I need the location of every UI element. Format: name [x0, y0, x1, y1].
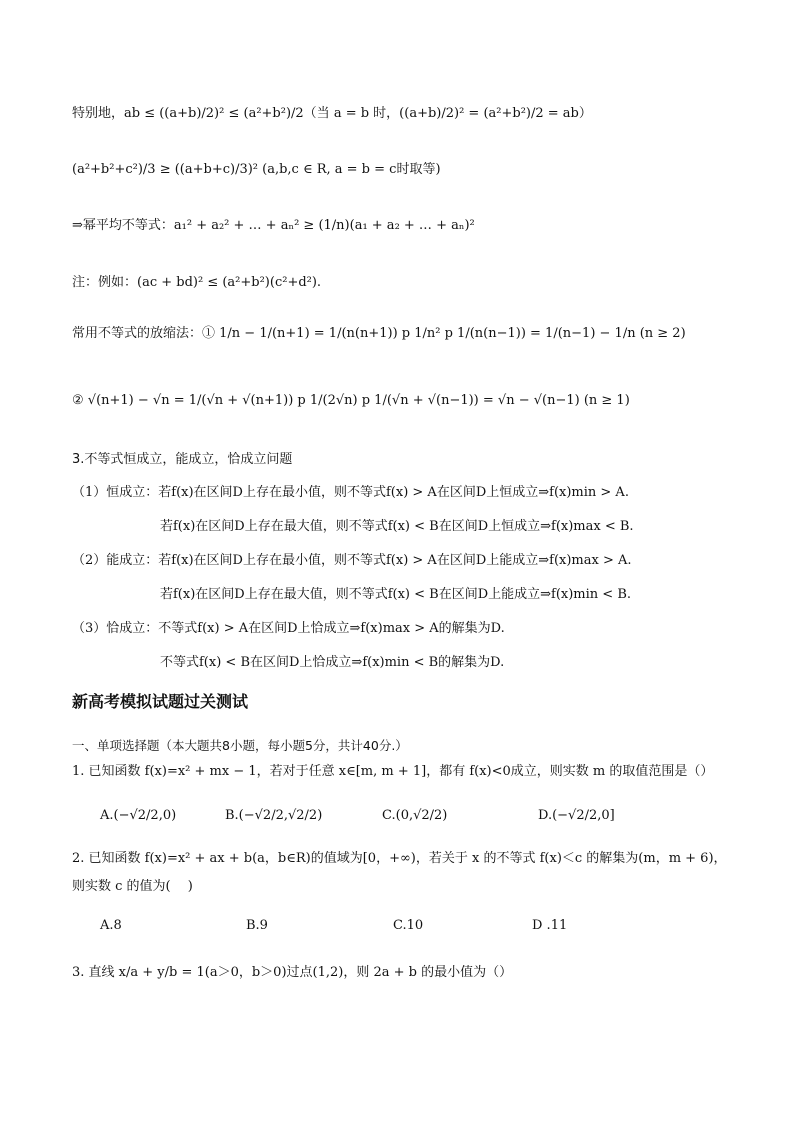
formula-line-5: 常用不等式的放缩法：① 1/n − 1/(n+1) = 1/(n(n+1)) p 1/n² p 1/(n(n−1)) = 1/(n−1) − 1/n (n ≥ 2) [72, 326, 686, 341]
formula-line-1: 特别地，ab ≤ ((a+b)/2)² ≤ (a²+b²)/2（当 a = b 时，((a+b)/2)² = (a²+b²)/2 = ab） [72, 106, 592, 121]
question-1-option-c[interactable]: C.(0,√2/2) [382, 808, 448, 823]
formula-line-4: 注：例如：(ac + bd)² ≤ (a²+b²)(c²+d²). [72, 275, 322, 290]
formula-line-2: (a²+b²+c²)/3 ≥ ((a+b+c)/3)² (a,b,c ∈ R, a = b = c时取等) [72, 162, 441, 177]
question-2-option-d[interactable]: D .11 [532, 918, 568, 933]
question-1-stem: 1. 已知函数 f(x)=x² + mx − 1，若对于任意 x∈[m, m + 1]，都有 f(x)<0成立，则实数 m 的取值范围是（） [72, 764, 714, 779]
section-3-item-2: 若f(x)在区间D上存在最大值，则不等式f(x) < B在区间D上恒成立⇒f(x)max < B. [160, 519, 634, 534]
section-3-item-5: （3）恰成立：不等式f(x) > A在区间D上恰成立⇒f(x)max > A的解集为D. [72, 621, 505, 636]
part-heading: 一、单项选择题（本大题共8小题，每小题5分，共计40分.） [72, 738, 408, 753]
section-3-item-3: （2）能成立：若f(x)在区间D上存在最小值，则不等式f(x) > A在区间D上能成立⇒f(x)max > A. [72, 553, 632, 568]
question-2-stem-line-2: 则实数 c 的值为( ) [72, 879, 193, 894]
section-3-heading: 3.不等式恒成立，能成立，恰成立问题 [72, 452, 293, 467]
question-1-option-d[interactable]: D.(−√2/2,0] [538, 808, 615, 823]
formula-line-6: ② √(n+1) − √n = 1/(√n + √(n+1)) p 1/(2√n) p 1/(√n + √(n−1)) = √n − √(n−1) (n ≥ 1) [72, 393, 630, 408]
question-2-stem-line-1: 2. 已知函数 f(x)=x² + ax + b(a，b∈R)的值域为[0，+∞)，若关于 x 的不等式 f(x)＜c 的解集为(m，m + 6)， [72, 851, 727, 866]
question-3-stem: 3. 直线 x/a + y/b = 1(a＞0，b＞0)过点(1,2)，则 2a + b 的最小值为（） [72, 965, 513, 980]
question-2-option-a[interactable]: A.8 [100, 918, 122, 933]
section-3-item-1: （1）恒成立：若f(x)在区间D上存在最小值，则不等式f(x) > A在区间D上恒成立⇒f(x)min > A. [72, 485, 629, 500]
question-1-option-a[interactable]: A.(−√2/2,0) [100, 808, 177, 823]
question-2-option-c[interactable]: C.10 [393, 918, 424, 933]
question-2-option-b[interactable]: B.9 [246, 918, 268, 933]
question-1-option-b[interactable]: B.(−√2/2,√2/2) [225, 808, 323, 823]
formula-line-3: ⇒幂平均不等式：a₁² + a₂² + … + aₙ² ≥ (1/n)(a₁ + a₂ + … + aₙ)² [72, 218, 475, 233]
section-3-item-4: 若f(x)在区间D上存在最大值，则不等式f(x) < B在区间D上能成立⇒f(x)min < B. [160, 587, 632, 602]
section-3-item-6: 不等式f(x) < B在区间D上恰成立⇒f(x)min < B的解集为D. [160, 655, 505, 670]
test-title: 新高考模拟试题过关测试 [72, 692, 249, 711]
